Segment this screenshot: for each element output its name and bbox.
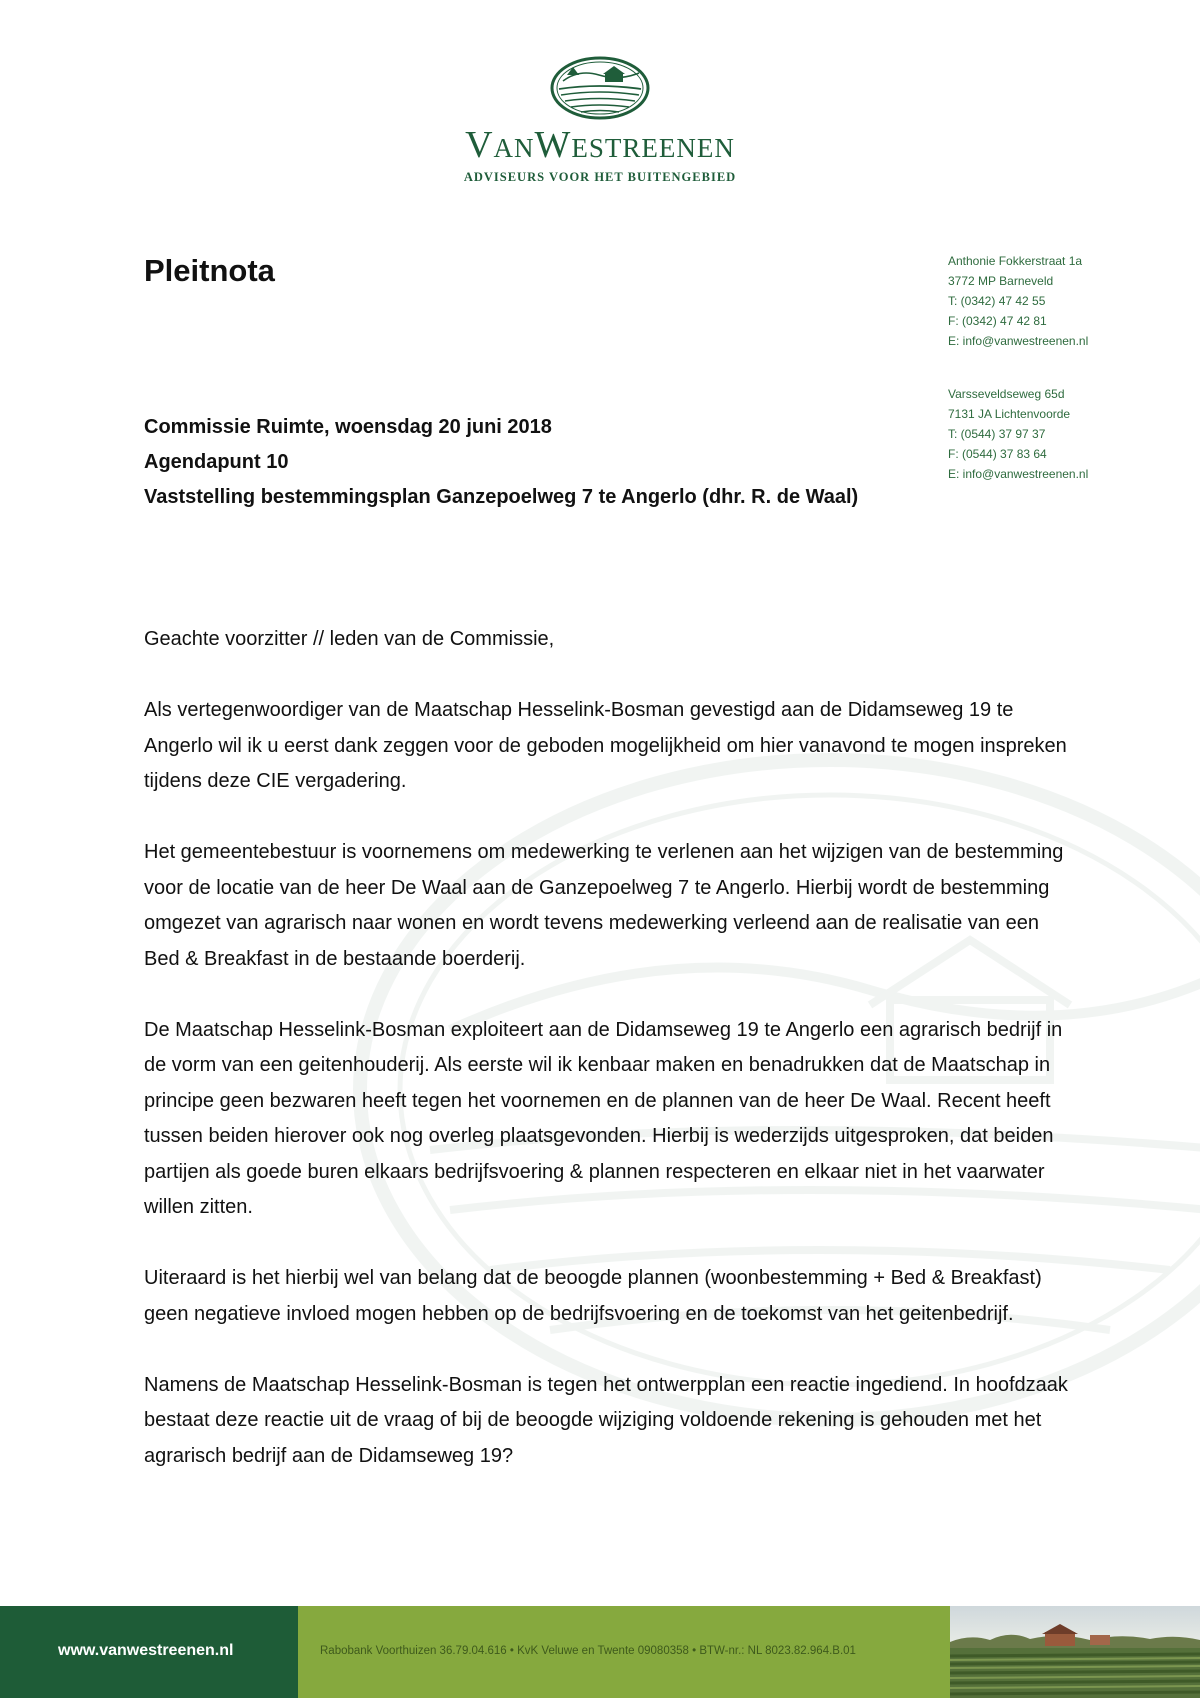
footer-info-panel [298,1606,950,1698]
farmland-emblem-icon [549,55,651,121]
address-block-lichtenvoorde [948,384,1188,484]
paragraph: Het gemeentebestuur is voornemens om medewerking te verlenen aan het wijzigen van de bestemming voor de locatie van de heer De Waal aan de Ganzepoelweg 7 te Angerlo. Hierbij wordt de bestemming omgezet van agrarisch naar wonen en wordt tevens medewerking verleend aan de realisatie van een Bed & Breakfast in de bestaande boerderij. [144,841,1064,970]
footer-website-link[interactable]: www.vanwestreenen.nl [58,1642,234,1659]
paragraph: Uiteraard is het hierbij wel van belang dat de beoogde plannen (woonbestemming + Bed & Breakfast) geen negatieve invloed mogen hebben op de bedrijfsvoering en de toekomst van het geitenbedrijf. [144,1267,1042,1325]
brand-name: VanWestreenen [465,124,735,166]
address-street: Anthonie Fokkerstraat 1a [948,254,1083,268]
address-street: Varsseveldseweg 65d [948,387,1065,401]
paragraph: Als vertegenwoordiger van de Maatschap Hesselink-Bosman gevestigd aan de Didamseweg 19 te Angerlo wil ik u eerst dank zeggen voor de geboden mogelijkheid om hier vanavond te mogen inspreken tijdens deze CIE vergadering. [144,699,1067,792]
agenda-item: Agendapunt 10 [144,451,289,473]
address-city: 7131 JA Lichtenvoorde [948,407,1071,421]
subject-line: Vaststelling bestemmingsplan Ganzepoelweg 7 te Angerlo (dhr. R. de Waal) [144,486,859,508]
footer-website-panel [0,1606,298,1698]
address-city: 3772 MP Barneveld [948,274,1054,288]
farm-landscape-photo [950,1606,1200,1698]
paragraph: Namens de Maatschap Hesselink-Bosman is tegen het ontwerpplan een reactie ingediend. In hoofdzaak bestaat deze reactie uit de vraag of bij de beoogde wijziging voldoende rekening is gehouden met het agrarisch bedrijf aan de Didamseweg 19? [144,1373,1068,1467]
document-title: Pleitnota [144,253,275,288]
footer-bar [0,1606,1200,1698]
address-email: E: info@vanwestreenen.nl [948,334,1089,348]
letter-body [144,622,1074,1510]
meeting-line: Commissie Ruimte, woensdag 20 juni 2018 [144,416,552,438]
address-phone: T: (0544) 37 97 37 [948,427,1046,441]
paragraph: De Maatschap Hesselink-Bosman exploiteert aan de Didamseweg 19 te Angerlo een agrarisch bedrijf in de vorm van een geitenhouderij. Als eerste wil ik kenbaar maken en benadrukken dat de Maatschap in principe geen bezwaren heeft tegen het voornemen en de plannen van de heer De Waal. Recent heeft tussen beiden hierover ook nog overleg plaatsgevonden. Hierbij is wederzijds uitgesproken, dat beiden partijen als goede buren elkaars bedrijfsvoering & plannen respecteren en elkaar niet in het vaarwater willen zitten. [144,1018,1063,1218]
address-phone: T: (0342) 47 42 55 [948,294,1046,308]
brand-tagline: ADVISEURS VOOR HET BUITENGEBIED [463,170,737,184]
address-block-barneveld [948,251,1188,351]
salutation: Geachte voorzitter // leden van de Commissie, [144,628,555,650]
company-logo [0,55,1200,185]
address-fax: F: (0342) 47 42 81 [948,314,1047,328]
address-fax: F: (0544) 37 83 64 [948,447,1047,461]
address-email: E: info@vanwestreenen.nl [948,467,1089,481]
footer-company-info: Rabobank Voorthuizen 36.79.04.616 • KvK Veluwe en Twente 09080358 • BTW-nr.: NL 8023.82.964.B.01 [320,1645,856,1657]
meeting-details [144,410,858,515]
